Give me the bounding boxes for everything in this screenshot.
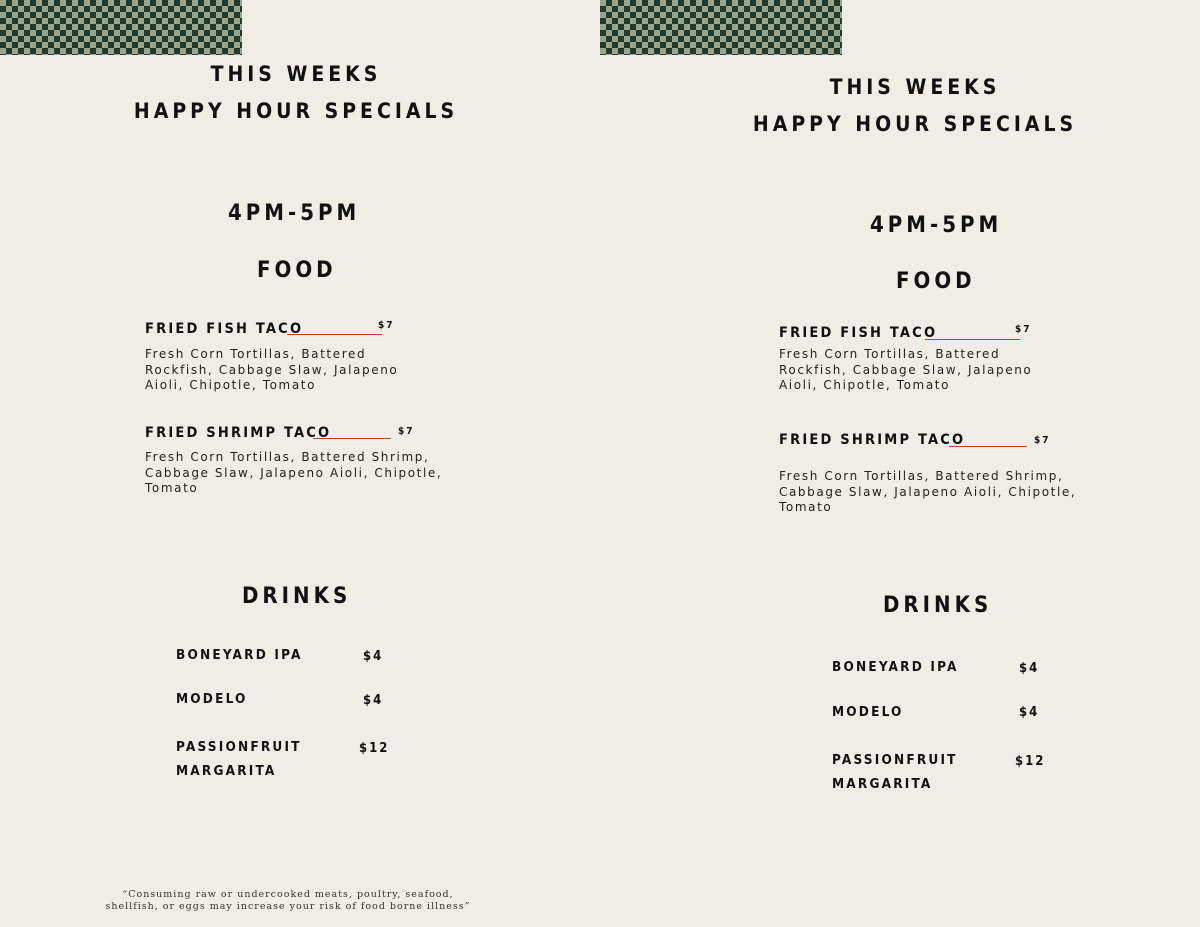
food-item-description: Fresh Corn Tortillas, Battered Shrimp, Cabbage Slaw, Jalapeno Aioli, Chipotle, Tomato (145, 450, 443, 495)
drinks-heading: DRINKS (883, 593, 993, 618)
drink-name: MODELO (832, 704, 904, 720)
drink-name-line-2: MARGARITA (176, 763, 277, 779)
food-item-name: FRIED SHRIMP TACO (145, 425, 332, 441)
drink-price: $12 (1015, 754, 1046, 769)
title-line-1: THIS WEEKS (829, 75, 1001, 99)
title-line-2: HAPPY HOUR SPECIALS (752, 112, 1078, 136)
title-line-1: THIS WEEKS (210, 62, 382, 86)
drink-name: BONEYARD IPA (176, 647, 303, 663)
drinks-heading: DRINKS (242, 584, 352, 609)
title-line-2: HAPPY HOUR SPECIALS (133, 99, 459, 123)
drink-name (832, 748, 958, 796)
price-leader-line (313, 438, 391, 439)
food-item-price: $7 (1015, 324, 1032, 335)
drink-price: $4 (1019, 661, 1040, 676)
food-item-description: Fresh Corn Tortillas, Battered Shrimp, Cabbage Slaw, Jalapeno Aioli, Chipotle, Tomato (779, 469, 1077, 514)
checkered-banner (600, 0, 842, 55)
drink-name-line-1: PASSIONFRUIT (176, 739, 302, 755)
disclaimer-line-2: shellfish, or eggs may increase your risk of food borne illness” (105, 901, 471, 912)
food-item-price: $7 (378, 320, 395, 331)
time-range: 4PM-5PM (228, 201, 361, 226)
price-leader-line (925, 339, 1020, 340)
price-leader-line (287, 334, 382, 335)
drink-price: $4 (1019, 705, 1040, 720)
food-item-name: FRIED FISH TACO (145, 321, 304, 337)
food-item-price: $7 (398, 426, 415, 437)
food-item-name: FRIED FISH TACO (779, 325, 938, 341)
drink-price: $4 (363, 693, 384, 708)
food-item-description: Fresh Corn Tortillas, Battered Rockfish, Cabbage Slaw, Jalapeno Aioli, Chipotle, Tomato (145, 347, 399, 392)
drink-price: $12 (359, 741, 390, 756)
food-safety-disclaimer (88, 889, 488, 913)
disclaimer-line-1: “Consuming raw or undercooked meats, poultry, seafood, (122, 889, 454, 900)
time-range: 4PM-5PM (870, 213, 1003, 238)
food-item-name: FRIED SHRIMP TACO (779, 432, 966, 448)
drink-price: $4 (363, 649, 384, 664)
drink-name: MODELO (176, 691, 248, 707)
checkered-banner (0, 0, 242, 55)
food-heading: FOOD (896, 269, 976, 294)
food-item-price: $7 (1034, 435, 1051, 446)
food-heading: FOOD (257, 258, 337, 283)
drink-name (176, 735, 302, 783)
drink-name-line-2: MARGARITA (832, 776, 933, 792)
drink-name-line-1: PASSIONFRUIT (832, 752, 958, 768)
food-item-description: Fresh Corn Tortillas, Battered Rockfish, Cabbage Slaw, Jalapeno Aioli, Chipotle, Tomato (779, 347, 1033, 392)
price-leader-line (949, 446, 1027, 447)
drink-name: BONEYARD IPA (832, 659, 959, 675)
